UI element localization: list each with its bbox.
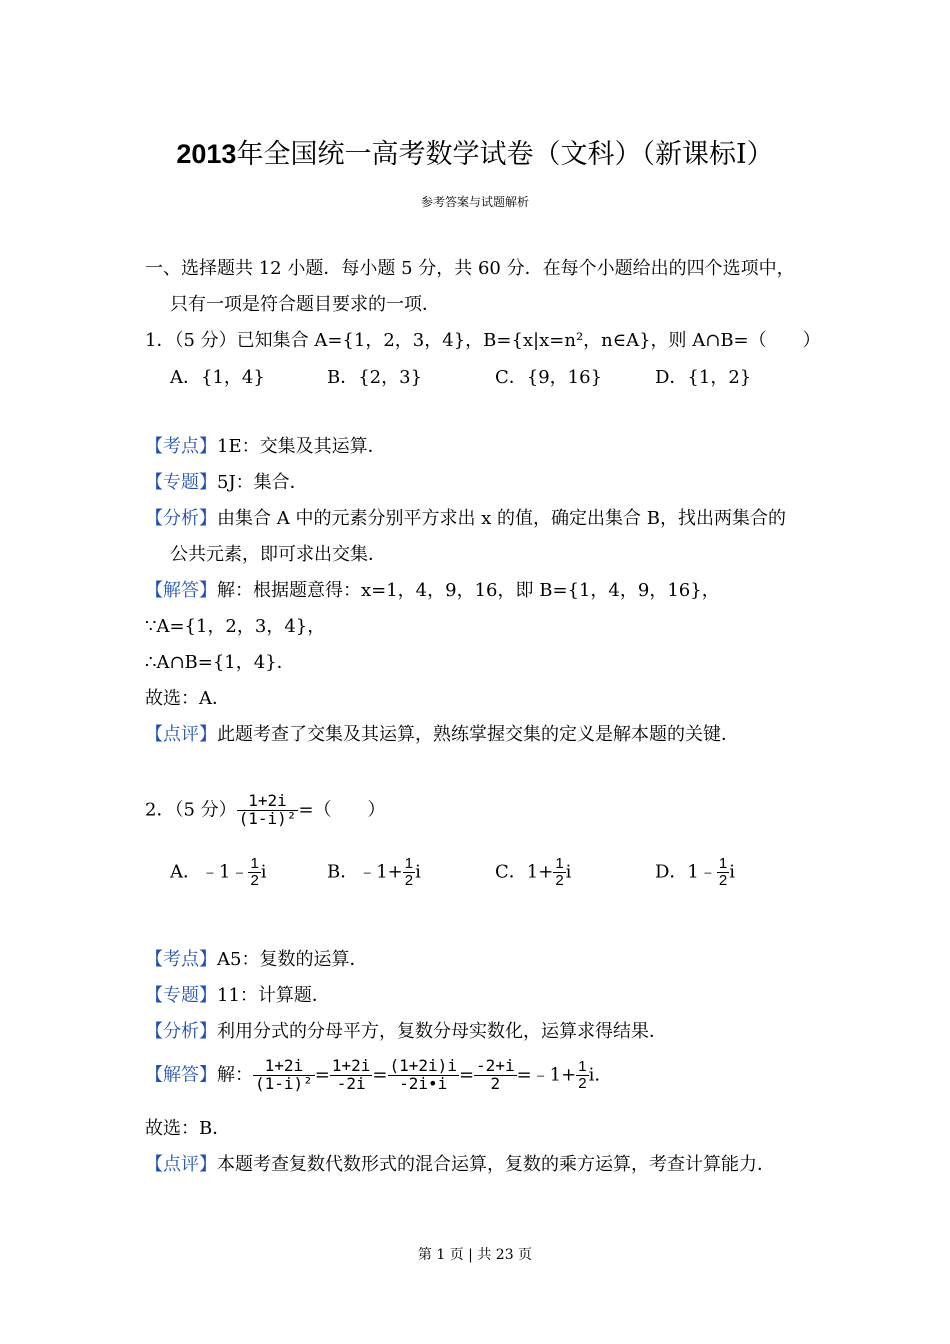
q1-option-b: B．{2，3} (327, 367, 423, 388)
q2-option-c: C．1+ $\frac{1}{2}$ i (495, 855, 572, 889)
q1-dianping: 【点评】此题考查了交集及其运算，熟练掌握交集的定义是解本题的关键． (145, 724, 739, 745)
q2-fraction: $\frac{1+2i}{\text{(1-i)²}}$ (238, 791, 297, 828)
q1-jieda: 【解答】解：根据题意得：x=1，4，9，16，即 B={1，4，9，16}， (145, 580, 720, 601)
q2-stem: 2．（5 分） $\frac{1+2i}{\text{(1-i)²}}$ =（ ） (145, 791, 386, 828)
q1-stem: 1．（5 分）已知集合 A={1，2，3，4}，B={x|x=n²，n∈A}，则 A∩B=（ ） (145, 330, 821, 351)
q1-zhuanti: 【专题】5J：集合． (145, 472, 308, 493)
q1-option-c: C．{9，16} (495, 367, 603, 388)
q2-option-d: D．1﹣ $\frac{1}{2}$ i (655, 855, 735, 889)
q1-option-d: D．{1，2} (655, 367, 752, 388)
half-fraction: $\frac{1}{2}$ (578, 1058, 587, 1092)
q1-kaodian: 【考点】1E：交集及其运算． (145, 436, 386, 457)
q2-jieda: 【解答】解： $\frac{1+2i}{\text{(1-i)²}}$ = $\frac{1+2i}{-2i}$ = $\frac{(1+2i)i}{-2i•i}$ = $\frac{-2+i}{2}$ =﹣1+ $\frac{1}{2}$ i. (145, 1056, 601, 1093)
q2-guxuan: 故选：B． (145, 1118, 231, 1139)
half-fraction: $\frac{1}{2}$ (404, 855, 414, 889)
q1-fenxi-cont: 公共元素，即可求出交集． (170, 544, 386, 565)
step-fraction-3: $\frac{(1+2i)i}{-2i•i}$ (389, 1056, 457, 1093)
q2-fenxi: 【分析】利用分式的分母平方，复数分母实数化，运算求得结果． (145, 1021, 667, 1042)
q1-option-a: A．{1，4} (170, 367, 265, 388)
q1-jieda-2: ∵A={1，2，3，4}， (145, 616, 326, 637)
step-fraction-4: $\frac{-2+i}{2}$ (476, 1056, 515, 1093)
step-fraction-1: $\frac{1+2i}{\text{(1-i)²}}$ (255, 1056, 313, 1093)
q2-option-b: B．﹣1+ $\frac{1}{2}$ i (327, 855, 421, 889)
page-subtitle: 参考答案与试题解析 (420, 195, 529, 209)
step-fraction-2: $\frac{1+2i}{-2i}$ (331, 1056, 371, 1093)
q2-zhuanti: 【专题】11：计算题． (145, 985, 330, 1006)
section-heading: 一、选择题共 12 小题．每小题 5 分，共 60 分．在每个小题给出的四个选项中， (145, 258, 795, 279)
page-title: 2013年全国统一高考数学试卷（文科）（新课标Ⅰ） (176, 139, 774, 170)
half-fraction: $\frac{1}{2}$ (555, 855, 564, 889)
q2-dianping: 【点评】本题考查复数代数形式的混合运算，复数的乘方运算，考查计算能力． (145, 1154, 775, 1175)
q2-kaodian: 【考点】A5：复数的运算． (145, 949, 368, 970)
q2-option-a: A．﹣1﹣ $\frac{1}{2}$ i (170, 855, 267, 889)
q1-jieda-3: ∴A∩B={1，4}． (145, 652, 295, 673)
q1-guxuan: 故选：A． (145, 688, 230, 709)
page-footer: 第 1 页 | 共 23 页 (417, 1247, 533, 1263)
half-fraction: $\frac{1}{2}$ (718, 855, 728, 889)
q1-fenxi: 【分析】由集合 A 中的元素分别平方求出 x 的值，确定出集合 B，找出两集合的 (145, 508, 786, 529)
half-fraction: $\frac{1}{2}$ (250, 855, 259, 889)
section-heading-cont: 只有一项是符合题目要求的一项． (170, 294, 440, 315)
